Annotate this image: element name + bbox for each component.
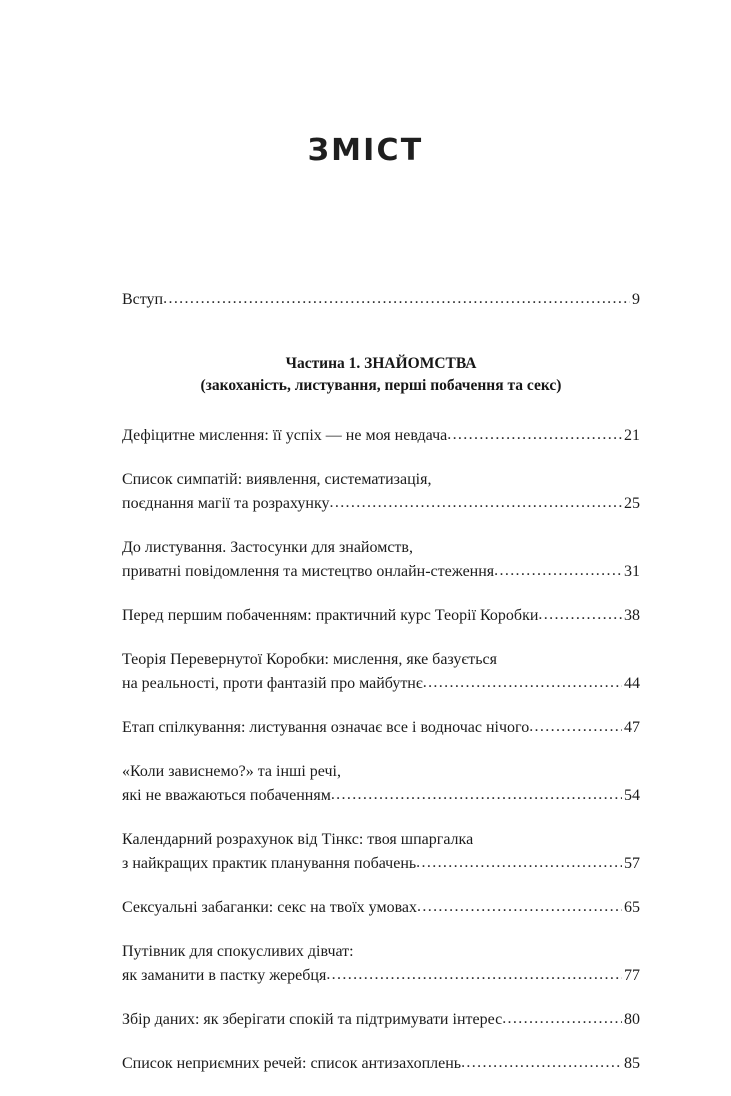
toc-page-number: 31 — [624, 563, 640, 580]
toc-entry-intro[interactable] — [122, 288, 640, 312]
toc-page-number: 65 — [624, 899, 640, 916]
dot-leader — [163, 287, 630, 311]
toc-page-number: 25 — [624, 495, 640, 512]
toc-entry-title: Етап спілкування: листування означає все і водночас нічого — [122, 719, 530, 736]
toc-entry-12[interactable] — [122, 1052, 640, 1076]
toc-entry-title: Дефіцитне мислення: її успіх — не моя невдача — [122, 427, 448, 444]
dot-leader — [330, 491, 623, 515]
toc-page-number: 21 — [624, 427, 640, 444]
toc-content — [122, 288, 640, 1096]
toc-entry-title-line-2: поєднання магії та розрахунку — [122, 495, 330, 512]
toc-entry-title-line-2: які не вважаються побаченням — [122, 787, 331, 804]
toc-entry-line — [122, 716, 640, 740]
page-title: ЗМІСТ — [307, 133, 424, 168]
toc-entry-title-line-1: «Коли зависнемо?» та інші речі, — [122, 763, 341, 780]
toc-entry-title-line-1: Календарний розрахунок від Тінкс: твоя шпаргалка — [122, 831, 474, 848]
toc-entry-title: Вступ — [122, 291, 164, 308]
toc-entry-line — [122, 964, 640, 988]
toc-entry-8[interactable] — [122, 828, 640, 876]
dot-leader — [502, 1007, 622, 1031]
dot-leader — [417, 895, 622, 919]
toc-page-number: 38 — [624, 607, 640, 624]
toc-entry-11[interactable] — [122, 1008, 640, 1032]
part-heading-block — [122, 353, 640, 397]
toc-entry-title-line-2: як заманити в пастку жеребця — [122, 967, 327, 984]
toc-entry-title: Список неприємних речей: список антизахоплень — [122, 1055, 462, 1072]
toc-page-number: 80 — [624, 1011, 640, 1028]
toc-entry-4[interactable] — [122, 604, 640, 628]
toc-entry-line — [122, 852, 640, 876]
dot-leader — [447, 423, 622, 447]
toc-entry-line — [122, 672, 640, 696]
toc-entry-line — [122, 896, 640, 920]
toc-entry-title-line-2: з найкращих практик планування побачень — [122, 855, 417, 872]
toc-entry-line — [122, 560, 640, 584]
dot-leader — [331, 783, 622, 807]
part-heading-line-2: (закоханість, листування, перші побачення та секс) — [200, 377, 562, 394]
toc-entry-3[interactable] — [122, 536, 640, 584]
dot-leader — [538, 603, 622, 627]
toc-page-number: 85 — [624, 1055, 640, 1072]
toc-page-number: 77 — [624, 967, 640, 984]
toc-entry-line — [122, 288, 640, 312]
toc-entry-title: Збір даних: як зберігати спокій та підтримувати інтерес — [122, 1011, 503, 1028]
toc-entry-line — [122, 492, 640, 516]
toc-page-number: 54 — [624, 787, 640, 804]
part-heading — [122, 353, 640, 397]
toc-entry-line — [122, 604, 640, 628]
toc-entry-line — [122, 1008, 640, 1032]
toc-entry-line — [122, 424, 640, 448]
dot-leader — [529, 715, 622, 739]
toc-entry-title-line-1: До листування. Застосунки для знайомств, — [122, 539, 413, 556]
dot-leader — [326, 963, 622, 987]
toc-page-number: 47 — [624, 719, 640, 736]
toc-entry-title: Перед першим побаченням: практичний курс Теорії Коробки — [122, 607, 539, 624]
toc-page-number: 44 — [624, 675, 640, 692]
dot-leader — [461, 1051, 622, 1075]
dot-leader — [423, 671, 622, 695]
toc-page-number: 57 — [624, 855, 640, 872]
toc-entry-5[interactable] — [122, 648, 640, 696]
toc-entry-title: Сексуальні забаганки: секс на твоїх умовах — [122, 899, 418, 916]
toc-entry-title-line-1: Список симпатій: виявлення, систематизація, — [122, 471, 432, 488]
toc-entry-title-line-2: на реальності, проти фантазій про майбутнє — [122, 675, 423, 692]
toc-entry-6[interactable] — [122, 716, 640, 740]
toc-entry-line — [122, 784, 640, 808]
part-heading-line-1: Частина 1. ЗНАЙОМСТВА — [285, 355, 477, 372]
dot-leader — [494, 559, 622, 583]
toc-entry-1[interactable] — [122, 424, 640, 448]
toc-entry-2[interactable] — [122, 468, 640, 516]
toc-page-number: 9 — [632, 291, 640, 308]
toc-entry-9[interactable] — [122, 896, 640, 920]
dot-leader — [416, 851, 622, 875]
toc-entry-title-line-2: приватні повідомлення та мистецтво онлайн-стеження — [122, 563, 495, 580]
toc-entry-10[interactable] — [122, 940, 640, 988]
toc-entry-title-line-1: Путівник для спокусливих дівчат: — [122, 943, 354, 960]
toc-entry-title-line-1: Теорія Перевернутої Коробки: мислення, яке базується — [122, 651, 498, 668]
toc-entry-7[interactable] — [122, 760, 640, 808]
toc-entry-line — [122, 1052, 640, 1076]
